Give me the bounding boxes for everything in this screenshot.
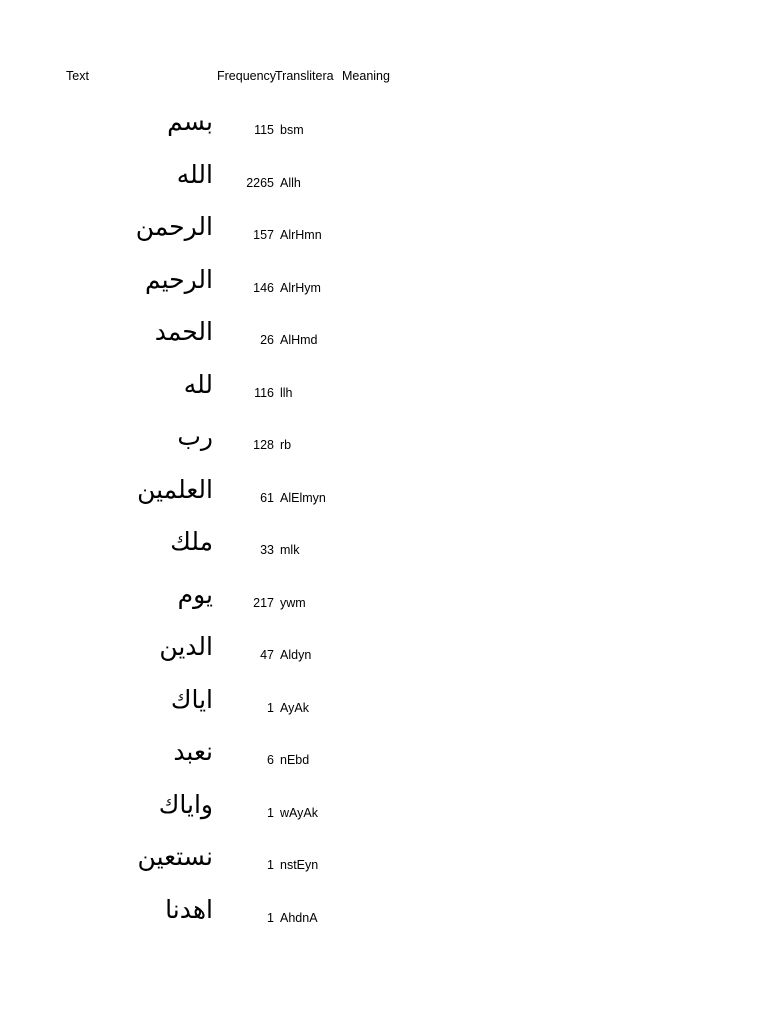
- transliteration-value: mlk: [280, 543, 300, 557]
- arabic-word: اياك: [170, 684, 213, 714]
- table-row: [0, 312, 768, 365]
- table-row: [0, 260, 768, 313]
- transliteration-value: wAyAk: [280, 805, 318, 820]
- table-row: [0, 470, 768, 523]
- word-list: [0, 102, 768, 942]
- table-row: [0, 102, 768, 155]
- arabic-word: ملك: [170, 527, 213, 556]
- transliteration-value: llh: [280, 385, 293, 400]
- arabic-word: الحمد: [154, 317, 213, 346]
- header-transliteration: Translitera: [275, 69, 334, 83]
- table-row: [0, 522, 768, 575]
- arabic-word: الله: [176, 159, 213, 189]
- table-header: [0, 69, 768, 89]
- table-row: [0, 575, 768, 628]
- transliteration-value: AhdnA: [280, 910, 318, 925]
- frequency-value: 61: [260, 490, 274, 505]
- table-row: [0, 417, 768, 470]
- frequency-value: 33: [260, 543, 274, 557]
- header-text: Text: [66, 69, 89, 83]
- table-row: [0, 837, 768, 890]
- frequency-value: 1: [267, 700, 274, 715]
- arabic-word: واياك: [158, 789, 213, 819]
- header-frequency: Frequency: [217, 69, 277, 83]
- frequency-value: 1: [267, 805, 274, 820]
- frequency-value: 1: [267, 858, 274, 872]
- table-row: [0, 680, 768, 733]
- frequency-value: 157: [253, 228, 274, 242]
- transliteration-value: AlHmd: [280, 333, 318, 347]
- transliteration-value: ywm: [280, 595, 306, 610]
- arabic-word: يوم: [177, 579, 213, 609]
- arabic-word: بسم: [167, 107, 213, 136]
- table-row: [0, 732, 768, 785]
- frequency-value: 128: [253, 438, 274, 452]
- frequency-value: 26: [260, 333, 274, 347]
- table-row: [0, 365, 768, 418]
- arabic-word: نعبد: [173, 737, 213, 766]
- arabic-word: العلمين: [137, 474, 213, 504]
- transliteration-value: AlrHmn: [280, 228, 322, 242]
- frequency-value: 2265: [246, 175, 274, 190]
- frequency-value: 6: [267, 753, 274, 767]
- transliteration-value: AlElmyn: [280, 490, 326, 505]
- table-row: [0, 155, 768, 208]
- table-row: [0, 627, 768, 680]
- transliteration-value: nstEyn: [280, 858, 319, 872]
- transliteration-value: bsm: [280, 123, 304, 137]
- table-row: [0, 890, 768, 943]
- frequency-value: 146: [253, 280, 274, 295]
- arabic-word: لله: [183, 369, 213, 399]
- frequency-value: 47: [260, 648, 274, 662]
- arabic-word: اهدنا: [165, 894, 213, 924]
- table-row: [0, 207, 768, 260]
- table-row: [0, 785, 768, 838]
- transliteration-value: nEbd: [280, 753, 310, 767]
- frequency-value: 1: [267, 910, 274, 925]
- arabic-word: الرحمن: [135, 212, 213, 241]
- arabic-word: نستعين: [137, 842, 213, 871]
- transliteration-value: Aldyn: [280, 648, 312, 662]
- header-meaning: Meaning: [342, 69, 390, 83]
- frequency-value: 217: [253, 595, 274, 610]
- arabic-word: رب: [177, 422, 213, 451]
- transliteration-value: Allh: [280, 175, 301, 190]
- transliteration-value: AyAk: [280, 700, 309, 715]
- frequency-value: 116: [254, 385, 274, 400]
- transliteration-value: rb: [280, 438, 292, 452]
- transliteration-value: AlrHym: [280, 280, 321, 295]
- frequency-value: 115: [254, 123, 274, 137]
- arabic-word: الدين: [159, 632, 213, 661]
- arabic-word: الرحيم: [145, 264, 213, 294]
